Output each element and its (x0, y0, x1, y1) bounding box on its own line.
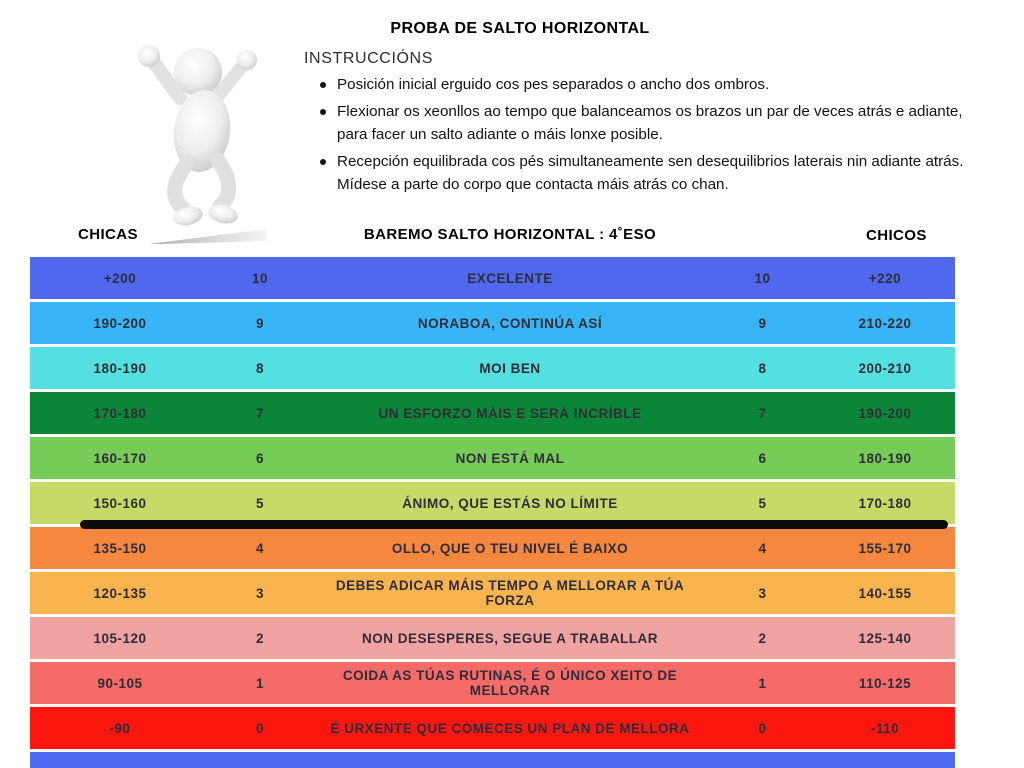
message-cell: MOI BEN (479, 360, 541, 376)
message-cell: NORABOA, CONTINÚA ASÍ (417, 315, 603, 331)
girls-score-cell: 8 (255, 360, 264, 376)
table-row (30, 707, 955, 749)
boys-score-cell: 2 (758, 630, 767, 646)
girls-score-cell: 7 (255, 405, 264, 421)
table-row (30, 572, 955, 614)
girls-score-cell: 6 (255, 450, 264, 466)
boys-range-cell: 210-220 (858, 315, 912, 331)
instruction-item (320, 73, 980, 96)
boys-range-cell: 190-200 (858, 405, 912, 421)
table-row (30, 392, 955, 434)
boys-score-cell: 1 (758, 675, 767, 691)
message-cell: EXCELENTE (467, 270, 553, 286)
boys-range-cell: +220 (868, 270, 902, 286)
instruction-text: Flexionar os xeonllos ao tempo que balanceamos os brazos un par de veces atrás e adiante, para facer un salto adiante o máis lonxe posible. (337, 103, 963, 143)
girls-range-cell: -90 (109, 720, 131, 736)
boys-score-cell: 9 (758, 315, 767, 331)
instructions-heading: INSTRUCCIÓNS (304, 50, 433, 67)
message-cell: UN ESFORZO MÁIS E SERÁ INCRÍBLE (378, 405, 642, 421)
boys-range-cell: 200-210 (858, 360, 912, 376)
boys-score-cell: 8 (758, 360, 767, 376)
message-cell: OLLO, QUE O TEU NIVEL É BAIXO (391, 540, 629, 556)
instruction-item (320, 150, 980, 196)
girls-range-cell: 150-160 (93, 495, 147, 511)
instruction-text: Posición inicial erguido cos pes separados o ancho dos ombros. (337, 76, 770, 93)
table-row (30, 257, 955, 299)
girls-score-cell: 0 (255, 720, 264, 736)
table-row (30, 482, 955, 524)
boys-range-cell: -110 (870, 720, 900, 736)
girls-range-cell: 120-135 (93, 585, 147, 601)
message-cell: NON DESESPERES, SEGUE A TRABALLAR (361, 630, 659, 646)
boys-range-cell: 180-190 (858, 450, 912, 466)
girls-score-cell: 10 (251, 270, 269, 286)
message-cell: NON ESTÁ MAL (455, 450, 565, 466)
girls-range-cell: 90-105 (97, 675, 143, 691)
message-cell: DEBES ADICAR MÁIS TEMPO A MELLORAR A TÚA FORZA (335, 578, 685, 608)
boys-score-cell: 5 (758, 495, 767, 511)
bullet-icon (320, 159, 326, 165)
instruction-text: Recepción equilibrada cos pés simultaneamente sen desequilibrios laterais nin adiante atrás. Mídese a parte do corpo que contacta máis atrás co chan. (337, 153, 964, 193)
instructions-list (320, 73, 980, 200)
girls-range-cell: 160-170 (93, 450, 147, 466)
girls-range-cell: 180-190 (93, 360, 147, 376)
girls-score-cell: 9 (255, 315, 264, 331)
girls-score-cell: 3 (255, 585, 264, 601)
table-row (30, 617, 955, 659)
boys-score-cell: 6 (758, 450, 767, 466)
table-row (30, 302, 955, 344)
boys-range-cell: 110-125 (858, 675, 912, 691)
boys-range-cell: 170-180 (858, 495, 912, 511)
message-cell: COIDA AS TÚAS RUTINAS, É O ÚNICO XEITO DE MELLORAR (342, 668, 678, 698)
girls-score-cell: 4 (255, 540, 264, 556)
page-title: PROBA DE SALTO HORIZONTAL (390, 20, 650, 37)
bullet-icon (320, 82, 326, 88)
boys-score-cell: 7 (758, 405, 767, 421)
girls-range-cell: 170-180 (93, 405, 147, 421)
girls-column-header: CHICAS (78, 226, 138, 243)
boys-range-cell: 125-140 (858, 630, 912, 646)
boys-column-header: CHICOS (866, 227, 927, 244)
table-row (30, 437, 955, 479)
message-cell: ÁNIMO, QUE ESTÁS NO LÍMITE (402, 495, 618, 511)
table-title: BAREMO SALTO HORIZONTAL : 4˚ESO (363, 226, 657, 243)
jumping-figure-image (124, 38, 276, 236)
pass-threshold-divider (80, 520, 948, 529)
girls-range-cell: 190-200 (93, 315, 147, 331)
girls-range-cell: 135-150 (93, 540, 147, 556)
instruction-item (320, 100, 980, 146)
footer-accent-bar (30, 752, 955, 768)
boys-range-cell: 140-155 (858, 585, 912, 601)
score-table (30, 257, 955, 749)
boys-score-cell: 3 (758, 585, 767, 601)
boys-range-cell: 155-170 (858, 540, 912, 556)
message-cell: É URXENTE QUE COMECES UN PLAN DE MELLORA (330, 720, 690, 736)
boys-score-cell: 10 (754, 270, 771, 286)
girls-score-cell: 5 (255, 495, 264, 511)
table-row (30, 662, 955, 704)
bullet-icon (320, 109, 326, 115)
girls-score-cell: 2 (255, 630, 264, 646)
table-row (30, 347, 955, 389)
table-row (30, 527, 955, 569)
girls-range-cell: 105-120 (93, 630, 147, 646)
boys-score-cell: 4 (758, 540, 767, 556)
girls-score-cell: 1 (255, 675, 264, 691)
boys-score-cell: 0 (758, 720, 767, 736)
girls-range-cell: +200 (103, 270, 137, 286)
